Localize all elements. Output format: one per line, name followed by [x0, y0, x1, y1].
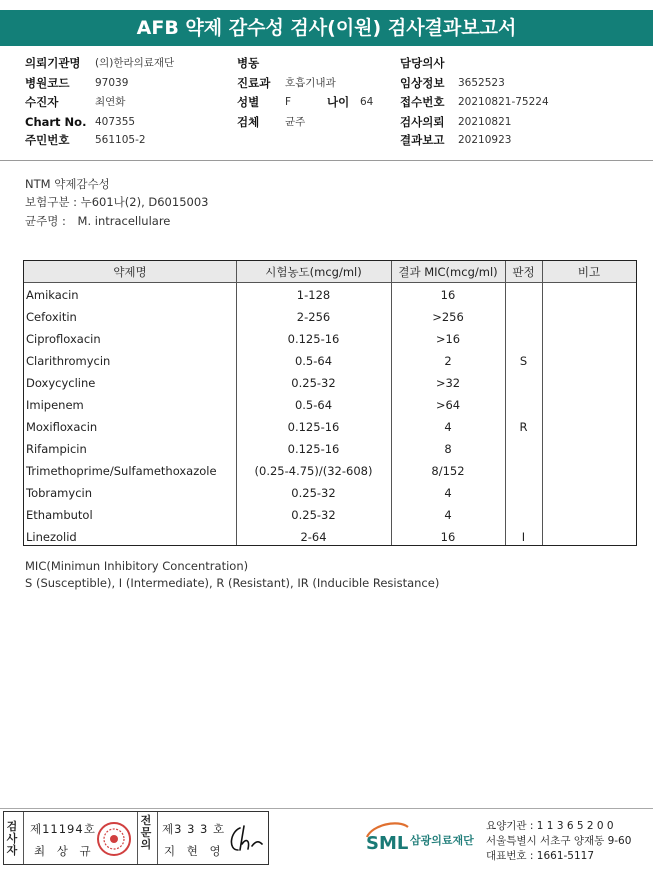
cell-range: 0.125-16 — [287, 420, 340, 434]
header-drug: 약제명 — [113, 265, 147, 279]
header-result: 판정 — [512, 265, 535, 279]
phone: 대표번호 : 1661-5117 — [486, 850, 595, 862]
header-field-ward: 병동 — [237, 56, 260, 70]
cell-range: 2-256 — [296, 310, 331, 324]
organism-value: M. intracellulare — [77, 214, 171, 228]
cell-mic: 16 — [440, 530, 456, 544]
seal-stamp-icon — [96, 821, 132, 857]
column-divider — [542, 261, 543, 545]
signature-scribble-icon — [226, 822, 264, 856]
organism-label: 균주명 : — [25, 214, 66, 228]
cell-mic: >32 — [435, 376, 461, 390]
results-table — [23, 260, 637, 546]
signature-box — [3, 811, 269, 865]
column-divider — [505, 261, 506, 545]
cell-drug: Ethambutol — [26, 508, 93, 522]
header-field-age: 나이 64 — [327, 95, 374, 109]
signature-divider — [23, 812, 24, 864]
cell-mic: 16 — [440, 288, 456, 302]
sml-logo-icon — [364, 815, 410, 855]
header-field-hospital-code: 병원코드 97039 — [25, 76, 129, 90]
specialist-name: 지 현 영 — [164, 844, 225, 858]
header-field-doctor: 담당의사 — [400, 56, 445, 70]
signature-divider — [157, 812, 158, 864]
cell-result: I — [521, 530, 526, 544]
cell-mic: >16 — [435, 332, 461, 346]
report-title: AFB 약제 감수성 검사(이원) 검사결과보고서 — [0, 10, 653, 46]
cell-drug: Moxifloxacin — [26, 420, 98, 434]
cell-range: 0.125-16 — [287, 442, 340, 456]
specialist-license-no: 제3 3 3 호 — [162, 822, 226, 836]
cell-drug: Amikacin — [26, 288, 79, 302]
test-name: NTM 약제감수성 — [25, 177, 110, 191]
header-mic: 결과 MIC(mcg/ml) — [398, 265, 498, 279]
cell-range: 2-64 — [300, 530, 327, 544]
cell-drug: Doxycycline — [26, 376, 96, 390]
cell-mic: 4 — [444, 420, 452, 434]
cell-range: 0.5-64 — [294, 354, 333, 368]
header-field-sex: 성별 F — [237, 95, 292, 109]
cell-drug: Cefoxitin — [26, 310, 77, 324]
cell-range: 1-128 — [296, 288, 331, 302]
cell-range: 0.25-32 — [291, 486, 336, 500]
cell-mic: >64 — [435, 398, 461, 412]
address: 서울특별시 서초구 양재동 9-60 — [486, 835, 632, 847]
specialist-label: 전문의 — [140, 814, 152, 851]
cell-range: 0.25-32 — [291, 376, 336, 390]
header-field-receipt-no: 접수번호 20210821-75224 — [400, 95, 549, 109]
cell-drug: Ciprofloxacin — [26, 332, 101, 346]
header-note: 비고 — [577, 265, 601, 279]
insurance-code: 보험구분 : 누601나(2), D6015003 — [25, 195, 209, 209]
cell-range: 0.125-16 — [287, 332, 340, 346]
examiner-name: 최 상 규 — [34, 844, 95, 858]
cell-drug: Tobramycin — [26, 486, 92, 500]
cell-mic: 4 — [444, 508, 452, 522]
header-field-department: 진료과 호흡기내과 — [237, 76, 336, 90]
cell-drug: Linezolid — [26, 530, 77, 544]
cell-mic: 4 — [444, 486, 452, 500]
header-field-clinical-info: 임상정보 3652523 — [400, 76, 505, 90]
header-field-chart-no: Chart No. 407355 — [25, 115, 136, 129]
institution-code: 요양기관 : 1 1 3 6 5 2 0 0 — [486, 820, 614, 832]
examiner-label: 검사자 — [6, 820, 18, 857]
cell-result: S — [519, 354, 528, 368]
legend-note: S (Susceptible), I (Intermediate), R (Resistant), IR (Inducible Resistance) — [25, 576, 440, 590]
header-field-specimen: 검체 균주 — [237, 115, 306, 129]
cell-mic: 8 — [444, 442, 452, 456]
header-field-request-date: 검사의뢰 20210821 — [400, 115, 512, 129]
signature-divider — [137, 812, 138, 864]
cell-drug: Trimethoprime/Sulfamethoxazole — [26, 464, 217, 478]
cell-drug: Rifampicin — [26, 442, 87, 456]
header-field-resident-no: 주민번호 561105-2 — [25, 133, 146, 147]
header-field-report-date: 결과보고 20210923 — [400, 133, 512, 147]
header-field-institution: 의뢰기관명 (의)한라의료재단 — [25, 56, 175, 70]
sml-logo-text: SML — [366, 833, 409, 854]
examiner-license-no: 제11194호 — [30, 822, 96, 836]
organism-line — [25, 213, 170, 229]
cell-mic: >256 — [432, 310, 464, 324]
cell-range: 0.25-32 — [291, 508, 336, 522]
cell-mic: 8/152 — [431, 464, 465, 478]
footer-divider — [0, 808, 653, 809]
mic-note: MIC(Minimun Inhibitory Concentration) — [25, 559, 249, 573]
cell-mic: 2 — [444, 354, 452, 368]
cell-drug: Clarithromycin — [26, 354, 111, 368]
cell-range: 0.5-64 — [294, 398, 333, 412]
cell-range: (0.25-4.75)/(32-608) — [254, 464, 373, 478]
header-field-patient: 수진자 최연화 — [25, 95, 126, 109]
header-range: 시험농도(mcg/ml) — [265, 265, 362, 279]
organization-name: 삼광의료재단 — [410, 834, 474, 847]
cell-result: R — [519, 420, 528, 434]
cell-drug: Imipenem — [26, 398, 84, 412]
header-divider — [0, 160, 653, 161]
